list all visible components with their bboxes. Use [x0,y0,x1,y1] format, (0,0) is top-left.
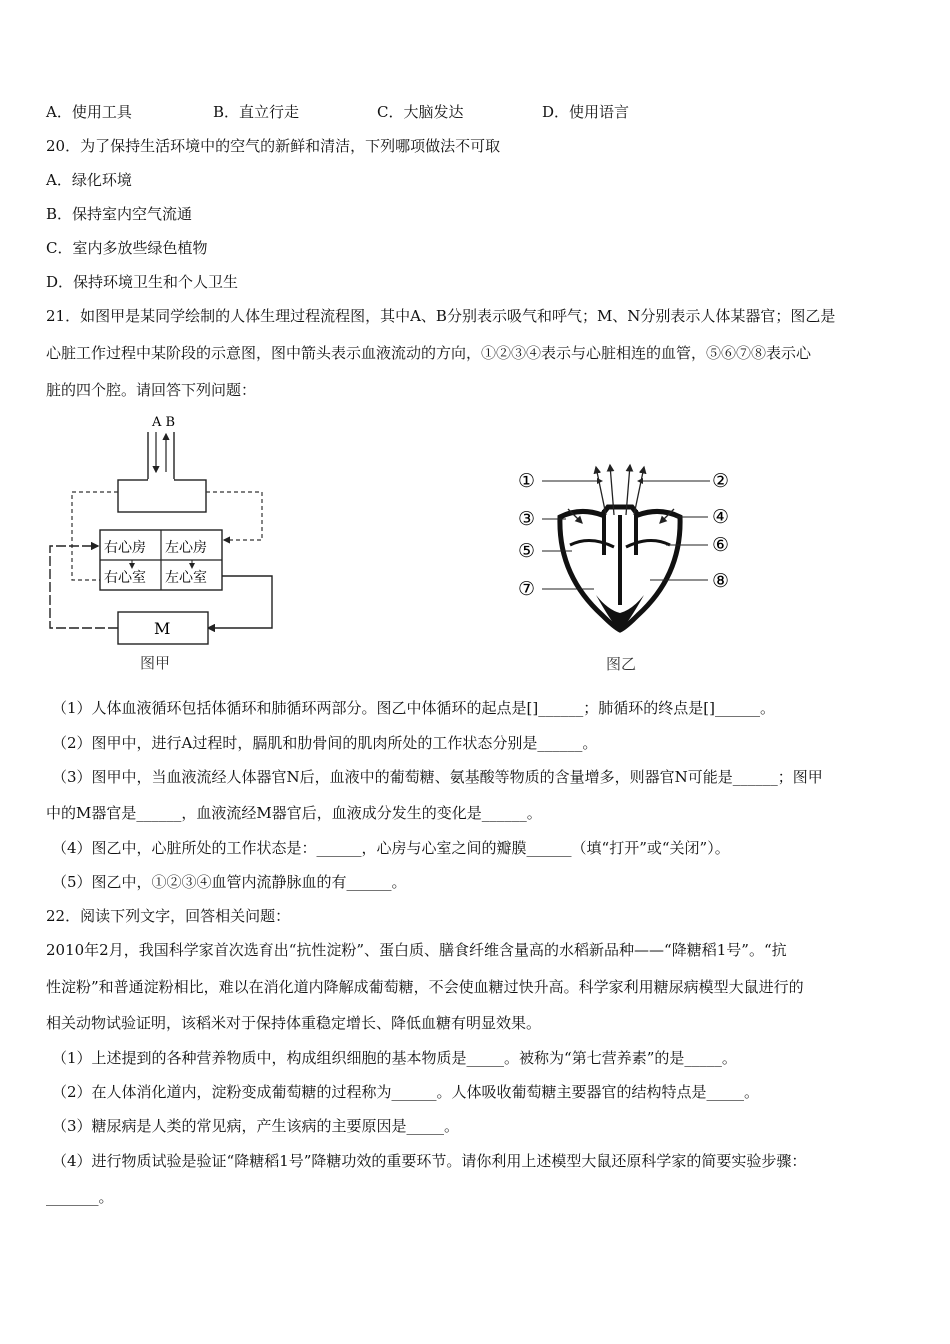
q19-option-c: C．大脑发达 [377,103,464,121]
chamber-label-5: ⑤ [518,540,536,562]
chamber-label-6: ⑥ [712,534,730,556]
right-atrium-label: 右心房 [104,540,146,556]
figure-a-caption: 图甲 [140,654,171,672]
q22-passage-line: 相关动物试验证明，该稻米对于保持体重稳定增长、降低血糖有明显效果。 [46,1014,542,1032]
q21-sub-question: （5）图乙中，①②③④血管内流静脉血的有______。 [52,873,407,891]
q22-passage-line: 2010年2月，我国科学家首次选育出“抗性淀粉”、蛋白质、膳食纤维含量高的水稻新品种——“降糖稻1号”。“抗 [46,941,787,959]
q21-sub-question: （3）图甲中，当血液流经人体器官N后，血液中的葡萄糖、氨基酸等物质的含量增多，则器官N可能是______；图甲 [52,768,823,786]
left-atrium-label: 左心房 [165,540,207,556]
figure-b-heart-diagram [510,455,750,680]
vessel-label-4: ④ [712,506,730,528]
vessel-label-2: ② [712,470,730,492]
figure-a-top-label: A B [152,415,176,430]
organ-m-label: M [154,619,171,638]
q22-answer-blank: _______。 [46,1188,114,1206]
q22-sub-question: （1）上述提到的各种营养物质中，构成组织细胞的基本物质是_____。被称为“第七营养素”的是_____。 [52,1049,737,1067]
left-ventricle-label: 左心室 [165,570,207,586]
q22-sub-question: （2）在人体消化道内，淀粉变成葡萄糖的过程称为______。人体吸收葡萄糖主要器官的结构特点是_____。 [52,1083,760,1101]
q21-sub-question: （4）图乙中，心脏所处的工作状态是：______，心房与心室之间的瓣膜______（填“打开”或“关闭”）。 [52,839,730,857]
outflow-arrow [634,467,644,515]
vessel-label-3: ③ [518,508,536,530]
q20-option: C．室内多放些绿色植物 [46,239,208,257]
q20-option: B．保持室内空气流通 [46,205,193,223]
q19-options [46,102,630,122]
q22-passage-line: 性淀粉”和普通淀粉相比，难以在消化道内降解成葡萄糖，不会使血糖过快升高。科学家利用糖尿病模型大鼠进行的 [46,978,804,996]
q20-option: D．保持环境卫生和个人卫生 [46,273,239,291]
figure-a-flowchart [40,410,290,680]
chamber-label-8: ⑧ [712,570,730,592]
q22-stem: 22．阅读下列文字，回答相关问题： [46,907,291,925]
figure-b-caption: 图乙 [606,655,637,673]
q19-option-d: D．使用语言 [542,103,630,121]
q21-sub-question-cont: 中的M器官是______，血液流经M器官后，血液成分发生的变化是______。 [46,804,542,822]
q21-stem-line: 脏的四个腔。请回答下列问题： [46,381,257,399]
q21-stem-line: 21．如图甲是某同学绘制的人体生理过程流程图，其中A、B分别表示吸气和呼气；M、N分别表示人体某器官；图乙是 [46,307,836,325]
right-ventricle-label: 右心室 [104,570,146,586]
q20-stem: 20．为了保持生活环境中的空气的新鲜和清洁，下列哪项做法不可取 [46,137,501,155]
q21-sub-question: （2）图甲中，进行A过程时，膈肌和肋骨间的肌肉所处的工作状态分别是______。 [52,734,598,752]
q22-sub-question: （4）进行物质试验是验证“降糖稻1号”降糖功效的重要环节。请你利用上述模型大鼠还原科学家的简要实验步骤： [52,1152,807,1170]
q19-option-b: B．直立行走 [213,103,300,121]
q20-option: A．绿化环境 [46,171,132,189]
q19-option-a: A．使用工具 [46,103,132,121]
outflow-arrow [596,467,606,515]
chamber-label-7: ⑦ [518,578,536,600]
q21-stem-line: 心脏工作过程中某阶段的示意图，图中箭头表示血液流动的方向，①②③④表示与心脏相连的血管，⑤⑥⑦⑧表示心 [46,344,812,362]
vessel-label-1: ① [518,470,536,492]
q22-sub-question: （3）糖尿病是人类的常见病，产生该病的主要原因是_____。 [52,1117,460,1135]
lung-box [118,480,206,512]
q21-sub-question: （1）人体血液循环包括体循环和肺循环两部分。图乙中体循环的起点是[]______；肺循环的终点是[]______。 [52,699,775,717]
